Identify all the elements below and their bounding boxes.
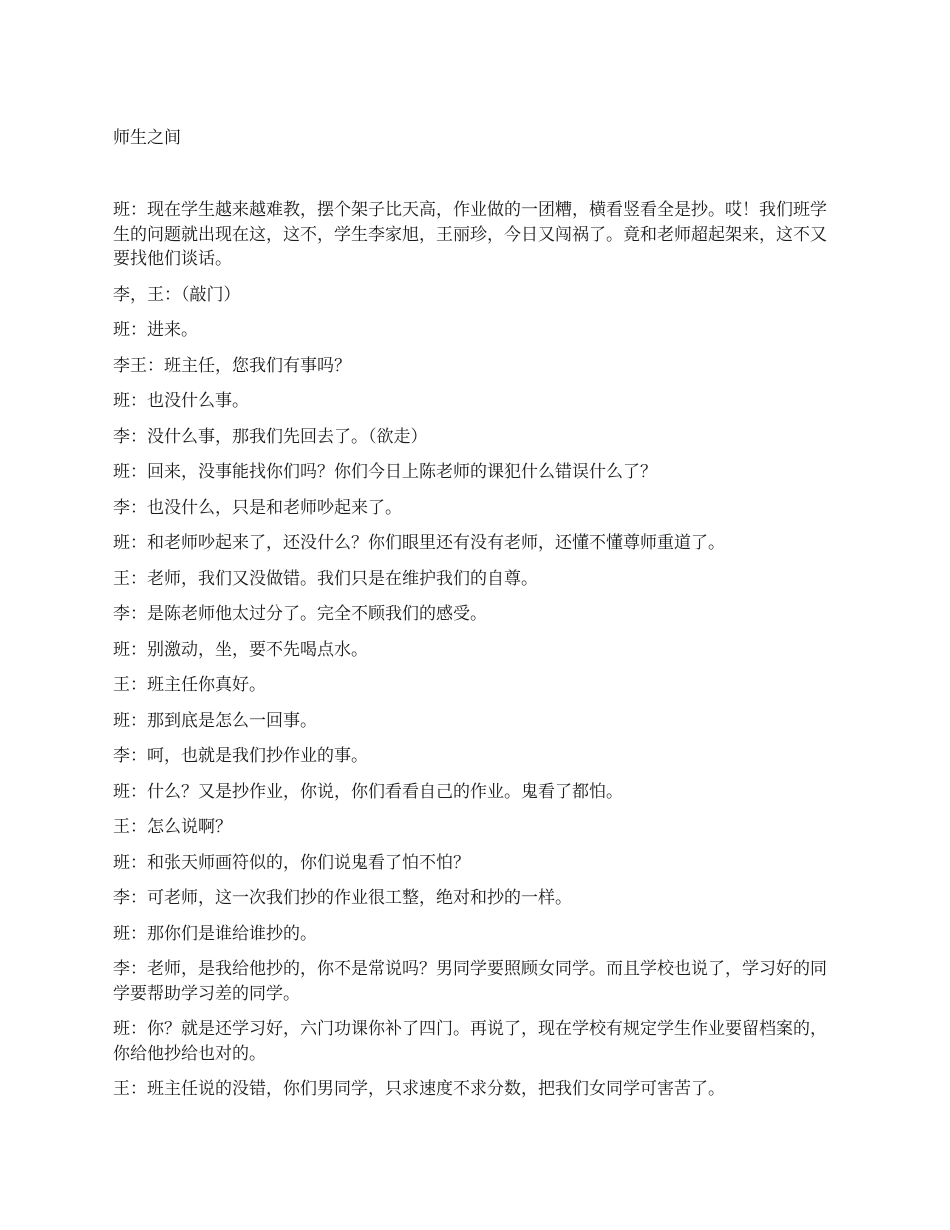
dialogue-line: 王：班主任说的没错，你们男同学，只求速度不求分数，把我们女同学可害苦了。	[113, 1079, 725, 1099]
dialogue-line: 班：现在学生越来越难教，摆个架子比天高，作业做的一团糟，横看竖看全是抄。哎！我们班学生的问题就出现在这，这不，学生李家旭，王丽珍，今日又闯祸了。竟和老师超起架来，这不又要找他们谈话。	[113, 200, 827, 269]
dialogue-line: 班：别激动，坐，要不先喝点水。	[113, 639, 368, 660]
dialogue-line: 王：班主任你真好。	[113, 675, 266, 695]
dialogue-line: 李王：班主任，您我们有事吗？	[113, 355, 351, 376]
dialogue-line: 班：进来。	[113, 320, 198, 340]
dialogue-line: 班：什么？又是抄作业，你说，你们看看自己的作业。鬼看了都怕。	[113, 781, 623, 802]
dialogue-line: 李：可老师，这一次我们抄的作业很工整，绝对和抄的一样。	[113, 888, 572, 908]
dialogue-line: 班：那到底是怎么一回事。	[113, 710, 317, 731]
dialogue-line: 班：那你们是谁给谁抄的。	[113, 923, 317, 944]
dialogue-line: 班：和老师吵起来了，还没什么？你们眼里还有没有老师，还懂不懂尊师重道了。	[113, 533, 725, 553]
dialogue-line: 班：你？就是还学习好，六门功课你补了四门。再说了，现在学校有规定学生作业要留档案的，你给他抄给也对的。	[113, 1019, 827, 1064]
dialogue-line: 王：怎么说啊？	[113, 817, 232, 837]
dialogue-line: 班：也没什么事。	[113, 391, 249, 411]
dialogue-line: 班：回来，没事能找你们吗？你们今日上陈老师的课犯什么错误什么了？	[113, 462, 657, 482]
dialogue-line: 李：没什么事，那我们先回去了。（欲走）	[113, 426, 428, 447]
dialogue-line: 李：老师，是我给他抄的，你不是常说吗？男同学要照顾女同学。而且学校也说了，学习好的同学要帮助学习差的同学。	[113, 959, 827, 1004]
dialogue-line: 李：也没什么，只是和老师吵起来了。	[113, 497, 402, 518]
dialogue-line: 李：是陈老师他太过分了。完全不顾我们的感受。	[113, 604, 487, 624]
dialogue-line: 李：呵，也就是我们抄作业的事。	[113, 746, 368, 766]
document-title: 师生之间	[113, 128, 181, 148]
dialogue-line: 王：老师，我们又没做错。我们只是在维护我们的自尊。	[113, 568, 538, 589]
dialogue-body	[113, 198, 841, 1113]
dialogue-line: 班：和张天师画符似的，你们说鬼看了怕不怕？	[113, 852, 470, 873]
dialogue-line: 李，王：（敲门）	[113, 284, 241, 305]
